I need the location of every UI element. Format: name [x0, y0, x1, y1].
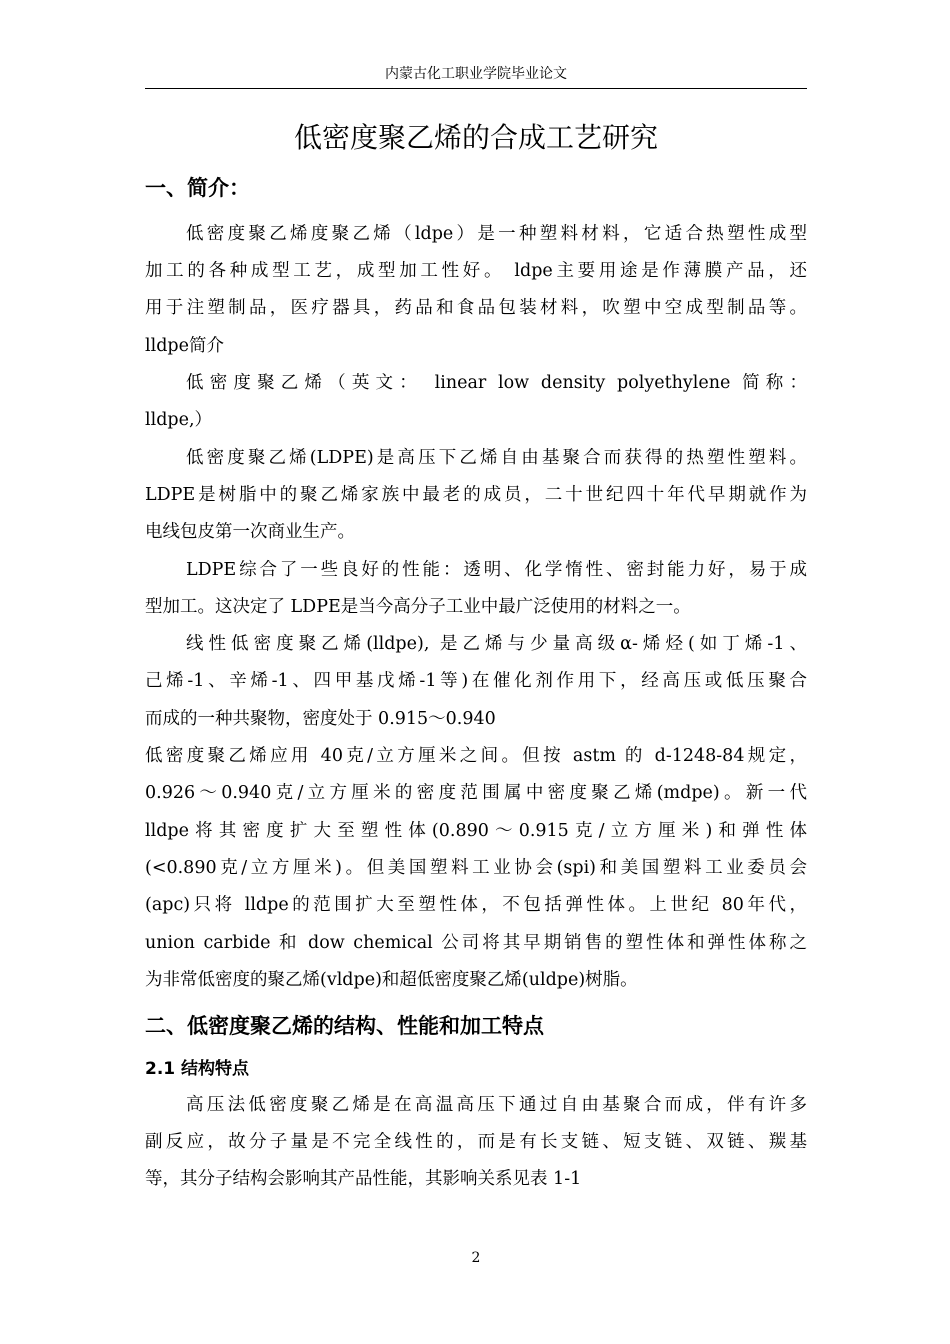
paragraph-line: 而成的一种共聚物，密度处于 0.915～0.940: [145, 709, 496, 729]
paragraph-line: 等，其分子结构会影响其产品性能，其影响关系见表 1-1: [145, 1169, 582, 1189]
paragraph-line: 低密度聚乙烯(LDPE)是高压下乙烯自由基聚合而获得的热塑性塑料。: [186, 448, 807, 468]
paragraph-line: 线性低密度聚乙烯(lldpe), 是乙烯与少量高级α-烯烃(如丁烯-1、: [186, 634, 807, 654]
section-heading-structure: 二、低密度聚乙烯的结构、性能和加工特点: [145, 1014, 544, 1038]
paragraph-line: (<0.890克/立方厘米)。但美国塑料工业协会(spi)和美国塑料工业委员会: [145, 858, 807, 878]
paragraph-line: 低密度聚乙烯度聚乙烯（ldpe）是一种塑料材料，它适合热塑性成型: [186, 224, 807, 244]
subsection-heading: 2.1 结构特点: [145, 1059, 250, 1079]
paragraph-line: 己烯-1、辛烯-1、四甲基戊烯-1等)在催化剂作用下，经高压或低压聚合: [145, 671, 807, 691]
paragraph-line: 副反应，故分子量是不完全线性的，而是有长支链、短支链、双链、羰基: [145, 1132, 807, 1152]
paragraph-line: union carbide 和 dow chemical 公司将其早期销售的塑性体和弹性体称之: [145, 933, 807, 953]
paragraph-line: lldpe简介: [145, 336, 224, 356]
section-heading-intro: 一、简介：: [145, 176, 250, 200]
paragraph-line: 电线包皮第一次商业生产。: [145, 522, 355, 542]
paragraph-line: LDPE综合了一些良好的性能：透明、化学惰性、密封能力好，易于成: [186, 560, 807, 580]
paragraph-line: 高压法低密度聚乙烯是在高温高压下通过自由基聚合而成，伴有许多: [186, 1095, 807, 1115]
paragraph-line: 加工的各种成型工艺，成型加工性好。 ldpe主要用途是作薄膜产品，还: [145, 261, 807, 281]
paragraph-line: lldpe,）: [145, 410, 213, 430]
document-title: 低密度聚乙烯的合成工艺研究: [293, 121, 658, 154]
paragraph-line: 低密度聚乙烯应用 40克/立方厘米之间。但按 astm 的 d-1248-84规定，: [145, 746, 807, 766]
running-header: 内蒙古化工职业学院毕业论文: [385, 66, 567, 82]
paragraph-line: lldpe将其密度扩大至塑性体(0.890～0.915克/立方厘米)和弹性体: [145, 821, 807, 841]
paragraph-line: 型加工。这决定了 LDPE是当今高分子工业中最广泛使用的材料之一。: [145, 597, 691, 617]
header-rule: [145, 88, 807, 89]
paragraph-line: 低密度聚乙烯（英文： linear low density polyethylene 简称：: [186, 373, 807, 393]
paragraph-line: 为非常低密度的聚乙烯(vldpe)和超低密度聚乙烯(uldpe)树脂。: [145, 970, 638, 990]
paragraph-line: (apc)只将 lldpe的范围扩大至塑性体，不包括弹性体。上世纪 80年代，: [145, 895, 807, 915]
page-number: 2: [471, 1250, 481, 1266]
paragraph-line: LDPE是树脂中的聚乙烯家族中最老的成员，二十世纪四十年代早期就作为: [145, 485, 807, 505]
paragraph-line: 0.926～0.940克/立方厘米的密度范围属中密度聚乙烯(mdpe)。新一代: [145, 783, 807, 803]
paragraph-line: 用于注塑制品，医疗器具，药品和食品包装材料，吹塑中空成型制品等。: [145, 298, 807, 318]
